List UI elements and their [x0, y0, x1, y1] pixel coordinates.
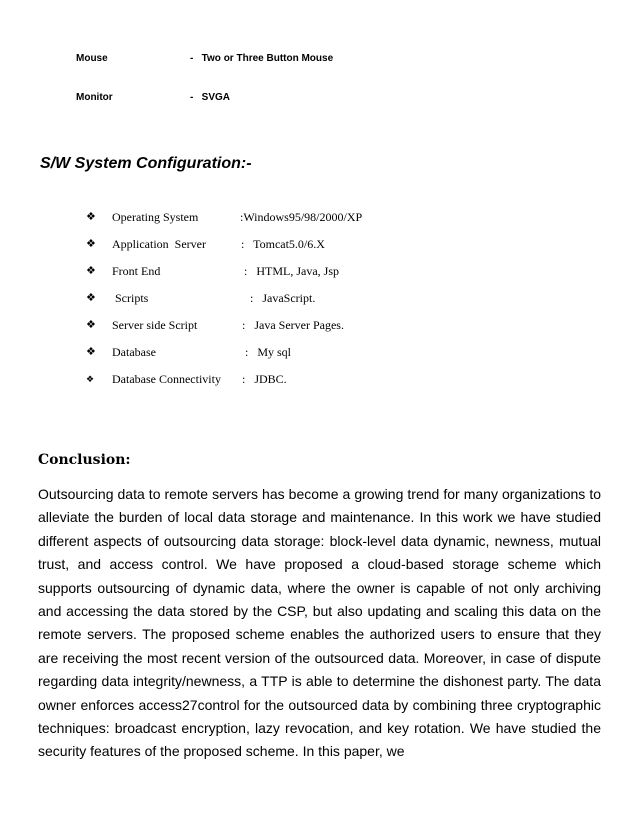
software-name: Application Server: [112, 237, 206, 251]
list-item: [86, 264, 416, 280]
software-value: : Tomcat5.0/6.X: [241, 237, 325, 251]
hardware-value: - Two or Three Button Mouse: [190, 53, 334, 64]
diamond-bullet-icon: ❖: [86, 292, 96, 304]
software-name: Scripts: [112, 291, 149, 305]
diamond-bullet-icon: ❖: [86, 374, 95, 384]
list-item: [86, 291, 416, 307]
software-name: Database: [112, 345, 156, 359]
software-value: : HTML, Java, Jsp: [244, 264, 339, 278]
software-name: Server side Script: [112, 318, 198, 332]
software-value: : JDBC.: [242, 372, 287, 386]
list-item: [86, 237, 416, 253]
diamond-bullet-icon: ❖: [86, 265, 96, 277]
conclusion-paragraph: Outsourcing data to remote servers has become a growing trend for many organizations to alleviate the burden of local data storage and maintenance. In this work we have studied different aspects of outsourcing data storage: block-level data dynamic, newness, mutual trust, and access control. We have proposed a cloud-based storage scheme which supports outsourcing of dynamic data, where the owner is capable of not only archiving and accessing the data stored by the CSP, but also updating and scaling this data on the remote servers. The proposed scheme enables the authorized users to ensure that they are receiving the most recent version of the outsourced data. Moreover, in case of dispute regarding data integrity/newness, a TTP is able to determine the dishonest party. The data owner enforces access27control for the outsourced data by combining three cryptographic techniques: broadcast encryption, lazy revocation, and key rotation. We have studied the security features of the proposed scheme. In this paper, we: [38, 486, 601, 760]
hardware-row-mouse: [76, 53, 334, 64]
software-value: :Windows95/98/2000/XP: [240, 210, 363, 224]
hardware-row-monitor: [76, 92, 231, 103]
software-name: Operating System: [112, 210, 199, 224]
software-name: Database Connectivity: [112, 372, 221, 386]
diamond-bullet-icon: ❖: [86, 319, 96, 331]
software-value: : My sql: [245, 345, 292, 359]
list-item: [86, 318, 416, 334]
hardware-label: Monitor: [76, 92, 113, 103]
conclusion-heading: Conclusion:: [38, 452, 131, 468]
list-item: [86, 210, 416, 226]
software-name: Front End: [112, 264, 161, 278]
list-item: [86, 345, 416, 361]
hardware-value: - SVGA: [190, 92, 231, 103]
software-config-heading: S/W System Configuration:-: [40, 155, 252, 172]
software-value: : Java Server Pages.: [242, 318, 344, 332]
software-value: : JavaScript.: [250, 291, 316, 305]
diamond-bullet-icon: ❖: [86, 238, 96, 250]
diamond-bullet-icon: ❖: [86, 346, 96, 358]
hardware-label: Mouse: [76, 53, 108, 64]
diamond-bullet-icon: ❖: [86, 211, 96, 223]
list-item: [86, 372, 416, 388]
